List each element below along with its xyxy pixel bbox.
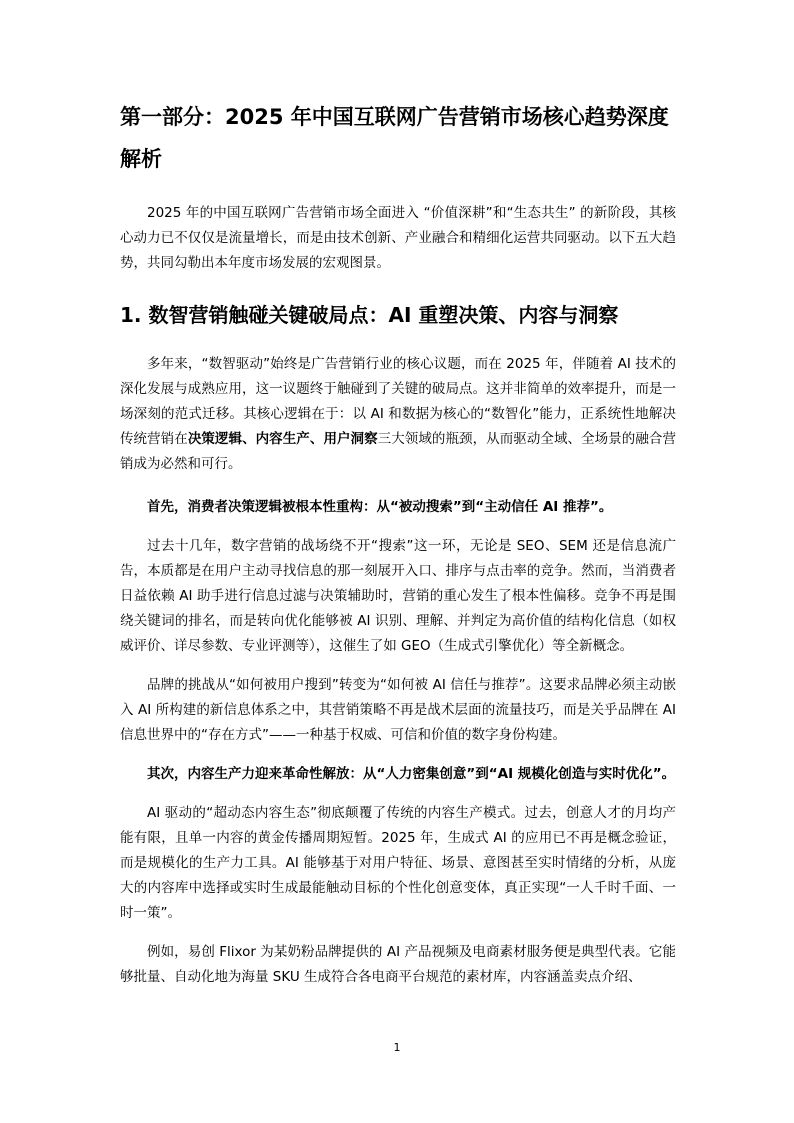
part-title: 第一部分：2025 年中国互联网广告营销市场核心趋势深度解析 bbox=[120, 105, 669, 171]
paragraph-text: 三大领域的瓶颈，从而驱动全域、全场景的融合营销成为必然和可行。 bbox=[120, 431, 676, 472]
keyword-user-insight: 用户洞察 bbox=[323, 431, 378, 447]
section-1-title: 1. 数智营销触碰关键破局点：AI 重塑决策、内容与洞察 bbox=[120, 303, 619, 327]
keyword-separator: 、 bbox=[242, 431, 256, 447]
section-1-paragraph-1 bbox=[120, 352, 676, 477]
section-1-paragraph-2: 过去十几年，数字营销的战场绕不开“搜索”这一环，无论是 SEO、SEM 还是信息流广告，本质都是在用户主动寻找信息的那一刻展开入口、排序与点击率的竞争。然而，当消费者日益依赖 AI 助手进行信息过滤与决策辅助时，营销的重心发生了根本性偏移。竞争不再是围绕关键词的排名，而是转向优化能够被 AI 识别、理解、并判定为高价值的结构化信息（如权威评价、详尽参数、专业评测等），这催生了如 GEO（生成式引擎优化）等全新概念。 bbox=[120, 538, 676, 654]
keyword-content-production: 内容生产 bbox=[255, 431, 310, 447]
keyword-separator: 、 bbox=[309, 431, 324, 447]
sub-heading-content-production: 其次，内容生产力迎来革命性解放：从“人力密集创意”到“AI 规模化创造与实时优化”。 bbox=[147, 766, 676, 782]
section-1-paragraph-5: 例如，易创 Flixor 为某奶粉品牌提供的 AI 产品视频及电商素材服务便是典型代表。它能够批量、自动化地为海量 SKU 生成符合各电商平台规范的素材库，内容涵盖卖点介绍、 bbox=[120, 944, 676, 985]
paragraph-text: 多年来，“数智驱动”始终是广告营销行业的核心议题，而在 2025 年，伴随着 AI 技术的深化发展与成熟应用，这一议题终于触碰到了关键的破局点。这并非简单的效率提升，而是一场深刻的范式迁移。其核心逻辑在于：以 AI 和数据为核心的“数智化”能力，正系统性地解决传统营销在 bbox=[120, 356, 676, 447]
page-content bbox=[120, 96, 676, 990]
keyword-decision-logic: 决策逻辑 bbox=[187, 431, 243, 447]
section-1-paragraph-4: AI 驱动的“超动态内容生态”彻底颠覆了传统的内容生产模式。过去，创意人才的月均产能有限，且单一内容的黄金传播周期短暂。2025 年，生成式 AI 的应用已不再是概念验证，而是规模化的生产力工具。AI 能够基于对用户特征、场景、意图甚至实时情绪的分析，从庞大的内容库中选择或实时生成最能触动目标的个性化创意变体，真正实现“一人千时千面、一时一策”。 bbox=[120, 805, 676, 921]
page-number: 1 bbox=[393, 1041, 401, 1054]
intro-paragraph: 2025 年的中国互联网广告营销市场全面进入 “价值深耕”和“生态共生” 的新阶段，其核心动力已不仅仅是流量增长，而是由技术创新、产业融合和精细化运营共同驱动。以下五大趋势，共同勾勒出本年度市场发展的宏观图景。 bbox=[120, 205, 676, 271]
section-1-paragraph-3: 品牌的挑战从“如何被用户搜到”转变为“如何被 AI 信任与推荐”。这要求品牌必须主动嵌入 AI 所构建的新信息体系之中，其营销策略不再是战术层面的流量技巧，而是关乎品牌在 AI 信息世界中的“存在方式”——一种基于权威、可信和价值的数字身份构建。 bbox=[120, 677, 676, 743]
sub-heading-decision-logic: 首先，消费者决策逻辑被根本性重构：从“被动搜索”到“主动信任 AI 推荐”。 bbox=[147, 499, 613, 515]
